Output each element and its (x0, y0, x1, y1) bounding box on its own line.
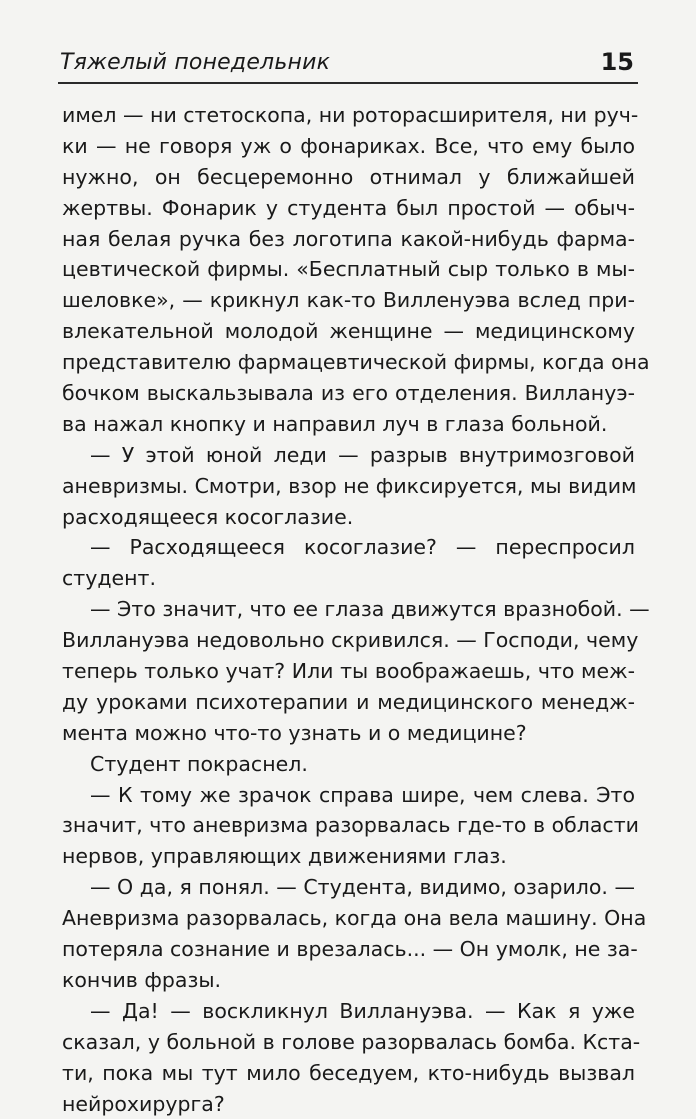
text-line: имел — ни стетоскопа, ни роторасширителя, ни руч- (62, 100, 635, 131)
text-line: — Да! — воскликнул Виллануэва. — Как я уже (62, 996, 635, 1027)
text-line: ти, пока мы тут мило беседуем, кто-нибудь вызвал (62, 1058, 635, 1089)
text-line: ки — не говоря уж о фонариках. Все, что ему было (62, 131, 635, 162)
paragraph (62, 996, 635, 1119)
header-rule (58, 82, 638, 84)
text-line: жертвы. Фонарик у студента был простой — обыч- (62, 193, 635, 224)
text-line: цевтической фирмы. «Бесплатный сыр только в мы- (62, 254, 635, 285)
text-line: Виллануэва недовольно скривился. — Господи, чему (62, 625, 635, 656)
paragraph (62, 594, 635, 748)
page-number: 15 (601, 48, 634, 76)
paragraph (62, 872, 635, 996)
text-line: нервов, управляющих движениями глаз. (62, 841, 635, 872)
running-header (58, 40, 638, 84)
paragraph (62, 100, 635, 440)
body-text (62, 100, 635, 1119)
text-line: шеловке», — крикнул как-то Вилленуэва вслед при- (62, 285, 635, 316)
text-line: ду уроками психотерапии и медицинского менедж- (62, 687, 635, 718)
text-line: — Расходящееся косоглазие? — переспросил (62, 532, 635, 563)
text-line: сказал, у больной в голове разорвалась бомба. Кста- (62, 1027, 635, 1058)
text-line: Аневризма разорвалась, когда она вела машину. Она (62, 903, 635, 934)
text-line: бочком выскальзывала из его отделения. Виллануэ- (62, 378, 635, 409)
text-line: аневризмы. Смотри, взор не фиксируется, мы видим (62, 471, 635, 502)
text-line: представителю фармацевтической фирмы, когда она (62, 347, 635, 378)
text-line: потеряла сознание и врезалась... — Он умолк, не за- (62, 934, 635, 965)
text-line: — У этой юной леди — разрыв внутримозговой (62, 440, 635, 471)
paragraph (62, 440, 635, 533)
chapter-title: Тяжелый понедельник (60, 50, 330, 75)
text-line: ва нажал кнопку и направил луч в глаза больной. (62, 409, 635, 440)
text-line: — О да, я понял. — Студента, видимо, озарило. — (62, 872, 635, 903)
text-line: нужно, он бесцеремонно отнимал у ближайшей (62, 162, 635, 193)
text-line: студент. (62, 563, 635, 594)
paragraph (62, 532, 635, 594)
text-line: влекательной молодой женщине — медицинскому (62, 316, 635, 347)
paragraph (62, 749, 635, 780)
text-line: кончив фразы. (62, 965, 635, 996)
text-line: мента можно что-то узнать и о медицине? (62, 718, 635, 749)
paragraph (62, 780, 635, 873)
text-line: Студент покраснел. (62, 749, 635, 780)
text-line: значит, что аневризма разорвалась где-то в области (62, 810, 635, 841)
text-line: — К тому же зрачок справа шире, чем слева. Это (62, 780, 635, 811)
text-line: — Это значит, что ее глаза движутся вразнобой. — (62, 594, 635, 625)
text-line: ная белая ручка без логотипа какой-нибудь фарма- (62, 224, 635, 255)
text-line: расходящееся косоглазие. (62, 502, 635, 533)
text-line: теперь только учат? Или ты воображаешь, что меж- (62, 656, 635, 687)
text-line: нейрохирурга? (62, 1089, 635, 1119)
